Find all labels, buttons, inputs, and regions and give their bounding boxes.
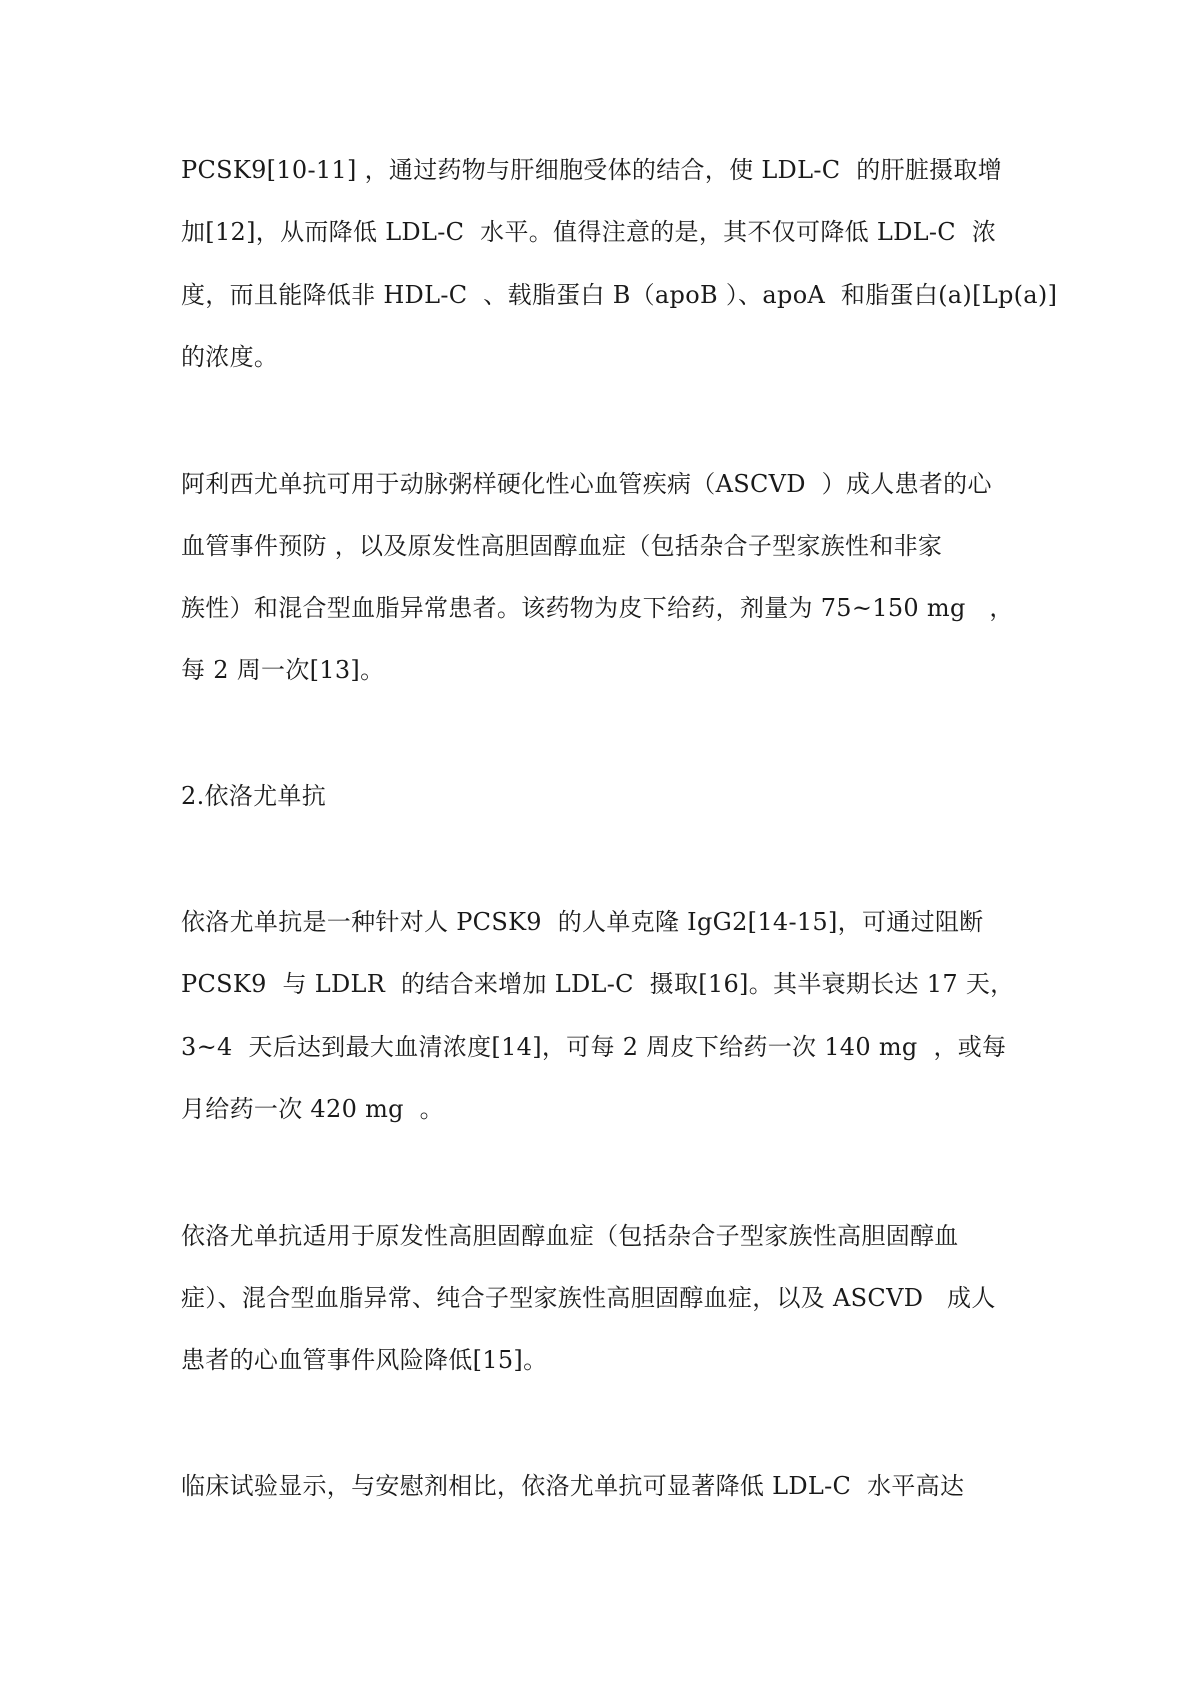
paragraph-2-line-4: 每 2 周一次[13]。 xyxy=(181,656,385,684)
paragraph-3-line-1: 依洛尤单抗是一种针对人 PCSK9 的人单克隆 IgG2[14-15]，可通过阻断 xyxy=(181,908,984,936)
paragraph-1-line-4: 的浓度。 xyxy=(181,343,279,371)
section-heading: 2.依洛尤单抗 xyxy=(181,782,326,810)
paragraph-1-line-2: 加[12]，从而降低 LDL-C 水平。值得注意的是，其不仅可降低 LDL-C 浓 xyxy=(181,218,997,246)
paragraph-4-line-1: 依洛尤单抗适用于原发性高胆固醇血症（包括杂合子型家族性高胆固醇血 xyxy=(181,1222,959,1250)
paragraph-2-line-3: 族性）和混合型血脂异常患者。该药物为皮下给药，剂量为 75~150 mg ， xyxy=(181,594,1014,622)
paragraph-3-line-3: 3~4 天后达到最大血清浓度[14]，可每 2 周皮下给药一次 140 mg ，或每 xyxy=(181,1033,1007,1061)
paragraph-3-line-2: PCSK9 与 LDLR 的结合来增加 LDL-C 摄取[16]。其半衰期长达 17 天， xyxy=(181,970,1015,998)
paragraph-1-line-3: 度，而且能降低非 HDL-C 、载脂蛋白 B（apoB ）、apoA 和脂蛋白(a)[Lp(a)] xyxy=(181,281,1058,309)
paragraph-3-line-4: 月给药一次 420 mg 。 xyxy=(181,1095,444,1123)
paragraph-2-line-2: 血管事件预防 ，以及原发性高胆固醇血症（包括杂合子型家族性和非家 xyxy=(181,532,943,560)
paragraph-4-line-3: 患者的心血管事件风险降低[15]。 xyxy=(181,1346,548,1374)
paragraph-2-line-1: 阿利西尤单抗可用于动脉粥样硬化性心血管疾病（ASCVD ）成人患者的心 xyxy=(181,470,992,498)
paragraph-1-line-1: PCSK9[10-11] ，通过药物与肝细胞受体的结合，使 LDL-C 的肝脏摄取增 xyxy=(181,156,1003,184)
paragraph-5-line-1: 临床试验显示，与安慰剂相比，依洛尤单抗可显著降低 LDL-C 水平高达 xyxy=(181,1472,965,1500)
paragraph-4-line-2: 症）、混合型血脂异常、纯合子型家族性高胆固醇血症，以及 ASCVD 成人 xyxy=(181,1284,996,1312)
